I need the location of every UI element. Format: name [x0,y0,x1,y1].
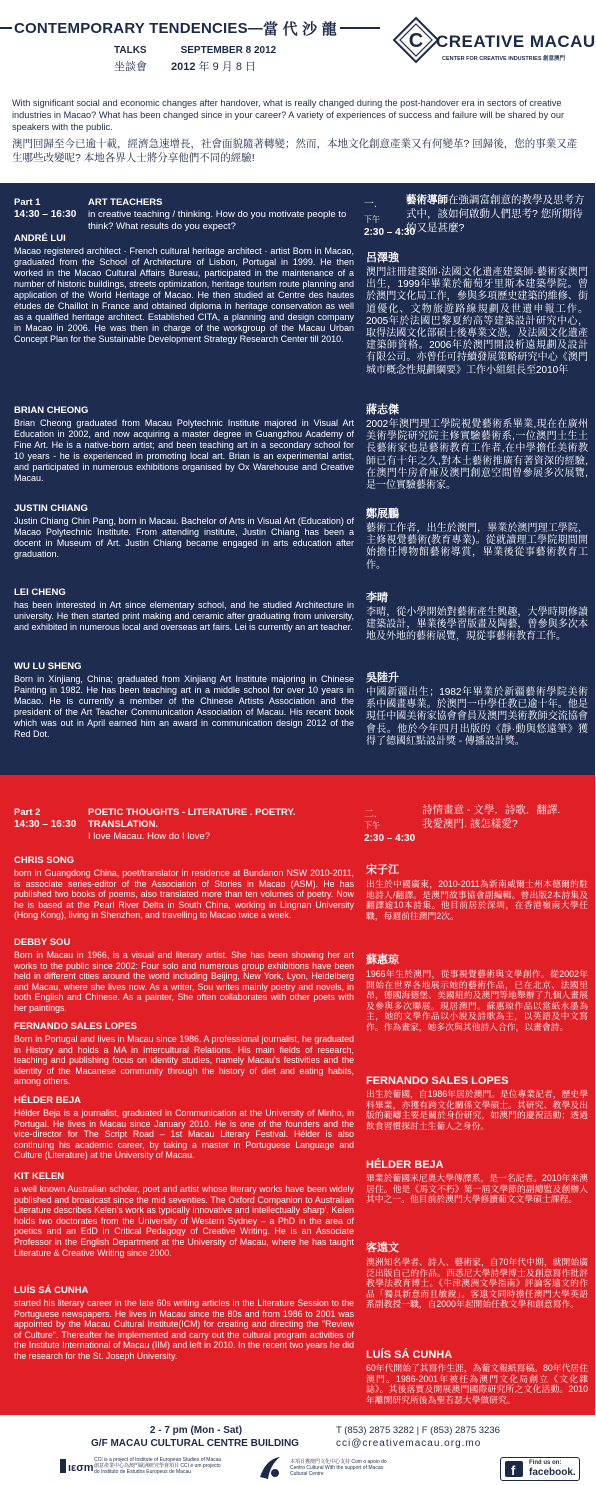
talks-date: SEPTEMBER 8 2012 [180,45,277,56]
part1-time: 14:30 – 16:30 [14,209,77,220]
speaker-bio-en [14,1285,354,1362]
speaker-text-cn: 李晴，從小學開始對藝術產生興趣，大學時期修讀建築設計，畢業後學習版畫及陶藝，曾參與多次本地及外地的藝術展覽，現從事藝術教育工作。 [366,607,588,643]
speaker-bio-cn [366,249,588,377]
speaker-bio-cn [366,505,588,572]
speaker-bio-en [14,405,354,484]
facebook-find-us: Find us on: [529,1460,562,1466]
part1-label: Part 1 [14,197,41,208]
talks-row [114,45,276,56]
speaker-name: LEI CHENG [14,587,66,598]
part1-cn-heading [406,193,588,235]
facebook-icon [505,1461,523,1477]
speaker-bio-cn [366,1159,588,1205]
speaker-name: HÉLDER BEJA [14,1095,82,1106]
speaker-name: DEBBY SOU [14,937,71,948]
part1-question: in creative teaching / thinking. How do you motivate people to think? What results do you expect? [88,209,347,232]
svg-text:C: C [408,30,424,52]
event-title [0,16,380,40]
speaker-text: Justin Chiang Chin Pang, born in Macau. Bachelor of Arts in Visual Art (Education) of Macao Polytechnic Institute. From attending institute, Justin Chiang has been a docent in Museum of Art. Justin Chiang became engaged in arts education after graduation. [14,516,354,559]
speaker-text: Born in Xinjiang, China; graduated from Xinjiang Art Institute majoring in Chinese Painting in 1982. He has been teaching art in a middle school for over 10 years in Macao. He is currently a member of the Chinese Artists Association and the president of the Art Teacher Communication Association of Macau. His recent book which was out in April earned him an award in communication design 2012 of the Red Dot. [14,674,354,739]
cultural-centre-logo-text: 本項目獲澳門文化中心支持 Com o apoio do Centro Cultural With the support of Macao Cultural Centre [290,1459,387,1477]
speaker-text-cn: 藝術工作者，出生於澳門，畢業於澳門理工學院，主修視覺藝術(教育專業)。從就讀理工學院期間開始擔任博物館藝術導賞，畢業後從事藝術教育工作。 [366,523,588,571]
speaker-text-cn: 60年代開始了其寫作生涯，為葡文報紙寫稿。80年代居住澳門。1986-2001年被任為澳門文化局創立《文化雜誌》。其後落實及開展澳門國際研究所之文化活動。2010年離開研究所後為聖若瑟大學做研究。 [366,1363,588,1405]
part1-section [0,183,595,775]
speaker-bio-en [14,937,354,1014]
speaker-text: Hélder Beja is a journalist, graduated in Communication at the University of Minho, in Portugal. He lives in Macau since January 2010. He is one of the founders and the vice-director for The Script Road – 1st Macau Literary Festival. Hélder is also continuing his academic career, by taking a master in Portuguese Language and Culture (Literature) at the University of Macau. [14,1108,354,1161]
speaker-name: BRIAN CHEONG [14,405,89,416]
speaker-name-cn: 蔣志傑 [366,404,399,416]
speaker-bio-cn [366,861,588,921]
speaker-bio-cn [366,669,588,748]
part1-cn-afternoon: 下午 [364,215,380,224]
svg-text:ιεσm: ιεσm [68,1462,94,1474]
part2-question: I love Macau. How do I love? [88,831,210,842]
iesm-logo-icon [60,1457,94,1475]
speaker-bio-en [14,1171,354,1258]
speaker-text-cn: 澳洲知名學者、詩人、藝術家，自70年代中期，就開始廣泛出版自己的作品。西悉尼大學詩學博士及創意寫作批評教學法教育博士。《牛津澳洲文學指南》評論客遠文的作品「獨具新意而且敏銳」。客遠文同時擔任澳門大學英語系副教授一職，自2000年起開始任教文學和創意寫作。 [366,1257,588,1310]
part1-cn-title: 藝術導師 [406,194,448,206]
part2-cn-afternoon: 下午 [364,821,380,830]
part2-cn-time: 2:30 – 4:30 [364,833,416,844]
part1-cn-question: 在強調富創意的教學及思考方式中，該如何啟動人們思考? 您所期待的又是甚麼? [406,194,585,234]
speaker-name: WU LU SHENG [14,661,82,672]
iesm-logo-text: CCI is a project of Institute of European Studies of Macau 創意產業中心為澳門歐洲研究學會項目 CCI é um projecto do Instituto de Estudos Europeus de Macau [94,1457,222,1475]
speaker-name-cn: 鄭展鵬 [366,508,399,520]
speaker-text: has been interested in Art since elementary school, and he studied Architecture in university. He then started print making and ceramic after graduating from university, and exhibited in numerous local and overseas art fairs. Lei is currently an art teacher. [14,600,354,632]
speaker-bio-en [14,855,354,921]
speaker-bio-cn [366,1075,588,1131]
speaker-text: Born in Macau in 1966, is a visual and literary artist. She has been showing her art works to the public since 2002: Four solo and numerous group exhibitions have been held in different cities around the world including Beijing, New York, Lyon, Heidelberg and Macau, where she lives now. As a writer, Sou writes mainly poetry and novels, in both English and Chinese. As a painter, She often collaborates with other poets with her paintings. [14,950,354,1013]
speaker-text: Brian Cheong graduated from Macau Polytechnic Institute majored in Visual Art Education in 2002, and now acquiring a master degree in Guangzhou Academy of Fine Art. He is a native-born artist; and been teaching art in a secondary school for 10 years - he is experienced in promoting local art. Brian is an experimental artist, and participated in numerous exhibitions organised by Ox Warehouse and Creative Macau. [14,418,354,483]
speaker-bio-cn [366,401,588,492]
speaker-name-cn: 李晴 [366,592,388,604]
speaker-name: ANDRÉ LUI [14,233,66,244]
speaker-name-cn: LUÍS SÁ CUNHA [366,1349,453,1361]
speaker-name-cn: 吳陸升 [366,672,399,684]
speaker-text-cn: 中國新疆出生；1982年畢業於新疆藝術學院美術系中國畫專業。於澳門一中學任教已逾十年。他是現任中國美術家協會會員及澳門美術教師交流協會會長。他於今年四月出版的《靜·動與悠遠筆》獲得了德國紅點設計獎 - 傳播設計獎。 [366,687,588,747]
part2-section [0,775,595,1415]
speaker-name-cn: HÉLDER BEJA [366,1159,444,1171]
speaker-name-cn: 客遠文 [366,1242,399,1254]
speaker-text-cn: 出生於葡國，自1986年居於澳門。是位專業記者，歷史學科畢業，亦獲有跨文化關係文學碩士。其研究、教學及出版的範疇主要是關於身份研究，如澳門的慶祝活動；透過飲食習慣探討土生葡人之身份。 [366,1089,588,1131]
speaker-text: born in Guangdong China, poet/translator in residence at Bundanon NSW 2010-2011, is associate series-editor of the Association of Stories in Macao (ASM). He has published two books of poems, also translated more than ten volumes of poetry. Now he is based at the Pearl River Delta in South China, working in Lingnan University (Hong Kong), living in Shenzhen, and travelling to Macao twice a week. [14,868,354,921]
part1-cn-time: 2:30 – 4:30 [364,227,416,238]
footer [0,1415,595,1485]
facebook-wordmark: facebook. [529,1467,576,1478]
speaker-bio-en [14,1095,354,1161]
header [0,0,595,90]
speaker-name: CHRIS SONG [14,855,75,866]
logo-name: CREATIVE MACAU [436,32,596,51]
title-rule-right [340,27,380,29]
part1-cn-number: 一. [364,199,377,210]
talks-label: TALKS [114,45,147,56]
part2-time: 14:30 – 16:30 [14,819,77,830]
speaker-bio-cn [366,951,588,1033]
speaker-name: JUSTIN CHIANG [14,503,88,514]
part1-title: ART TEACHERS [88,197,163,208]
phone-fax: T (853) 2875 3282 | F (853) 2875 3236 [336,1425,500,1436]
speaker-text-cn: 澳門註冊建築師·法國文化遺產建築師·藝術家澳門出生，1999年畢業於葡萄牙里斯本建築學院。曾於澳門文化局工作，參與多項歷史建築的維修、街道優化、文物旅遊路線規劃及世遺申報工作。2005年於法國巴黎夏約高等建築設計研究中心，取得法國文化部碩士後專業文憑，及法國文化遺產建築師資格。2006年於澳門開設析遠規劃及設計有限公司。亦曾任可持續發展策略研究中心《澳門城市概念性規劃綱要》工作小組組長至2010年 [366,267,588,376]
speaker-bio-cn [366,1349,588,1405]
part2-label: Part 2 [14,807,41,818]
speaker-bio-en [14,587,354,633]
speaker-bio-cn [366,1239,588,1310]
speaker-name: KIT KELEN [14,1171,65,1182]
logo-diamond-icon [392,16,440,64]
speaker-bio-en [14,233,354,345]
speaker-name: FERNANDO SALES LOPES [14,1021,137,1032]
speaker-text-cn: 出生於中國廣東，2010-2011為新南威爾士州本德爾的駐地詩人/翻譯。是澳門故事協會副編輯。曾出版2本詩集及翻譯逾10本詩集。他目前居於深圳，在香港嶺南大學任職，每週前往澳門2次。 [366,879,588,921]
part2-cn-title: 詩情畫意 - 文學．詩歌．翻譯. [422,804,561,816]
speaker-text-cn: 2002年澳門理工學院視覺藝術系畢業,現在在廣州美術學院研究院主修實驗藝術系,一位澳門土生土長藝術家也是藝術教育工作者,在中學擔任美術教師已有十年之久,對本土藝術推廣有著資深的經驗,在澳門牛房倉庫及澳門創意空間曾參展多次展覽,是一位實驗藝術家。 [366,419,588,492]
facebook-badge[interactable] [500,1457,580,1481]
title-en: CONTEMPORARY TENDENCIES [14,19,248,37]
speaker-bio-en [14,661,354,740]
part2-title: POETIC THOUGHTS - LITERATURE . POETRY. TRANSLATION. [88,807,296,830]
speaker-name: LUÍS SÁ CUNHA [14,1285,89,1296]
logo-subtitle: CENTER FOR CREATIVE INDUSTRIES 創意澳門 [442,56,566,62]
title-dash: — [247,19,263,37]
creative-macau-logo [392,16,596,68]
speaker-text-cn: 畢業於葡國米尼奧大學傳譯系，是一名記者。2010年來澳居住。他是《馬文不朽》第一屆文學節的副總監及創辦人其中之一。他目前於澳門大學修讀葡文文學碩士課程。 [366,1173,588,1205]
title-rule-left [0,27,12,29]
speaker-bio-cn [366,589,588,644]
part2-cn-question: 我愛澳門. 該怎樣愛? [422,818,518,830]
intro-chinese: 澳門回歸至今已逾十載，經濟急速增長，社會面貌隨著轉變；然而，本地文化創意產業又有何變革? 回歸後，您的事業又產生哪些改變呢? 本地各界人士將分享他們不同的經驗! [12,138,578,164]
speaker-text: started his literary career in the late 60s writing articles in the Literature Session to the Portuguese newspapers. He lives in Macau since the 80s and from 1986 to 2001 was appointed by the Macau Cultural Institute(ICM) for creating and directing the "Review of Culture". Thereafter he implemented and carry out the cultural program activities of the Institute International of Macau (IIM) and left in 2010. In the recent two years he did the research for the St. Joseph University. [14,1298,354,1361]
speaker-text: Born in Portugal and lives in Macau since 1986. A professional journalist, he graduated in History and holds a MA in Intercultural Relations. His main fields of research, teaching and publishing focus on identity studies, namely Macau's festivities and the identity of the Macanese community through the history of diet and eating habits, among others. [14,1034,354,1087]
speaker-bio-en [14,503,354,560]
talks-cn-row [114,58,256,74]
part2-cn-number: 二. [364,809,377,820]
intro-english: With significant social and economic changes after handover, what is really changed during the post-handover era in sectors of creative industries in Macao? What has been changed since in your career? A variety of experiences of success and failure will be shared by our speakers with the public. [12,98,565,132]
speaker-text: a well known Australian scholar, poet and artist whose literary works have been widely published and broadcast since the mid seventies. The Oxford Companion to Australian Literature describes Kelen's work as typically innovative and intellectually sharp'. Kelen holds two doctorates from the University of Western Sydney – a PhD in the area of poetics and an EdD in Critical Pedagogy of Creative Writing. He is an Associate Professor in the English Department at the University of Macau, where he has taught Literature & Creative Writing since 2000. [14,1184,354,1258]
svg-text:f: f [511,1463,516,1478]
speaker-name-cn: FERNANDO SALES LOPES [366,1075,509,1087]
speaker-bio-en [14,1021,354,1087]
email-link[interactable]: cci@creativemacau.org.mo [336,1438,482,1449]
opening-hours: 2 - 7 pm (Mon - Sat) [149,1425,243,1436]
speaker-name-cn: 蘇惠琼 [366,954,399,966]
part2-cn-heading [422,803,592,831]
title-cn: 當 代 沙 龍 [263,20,337,38]
speaker-text-cn: 1966年生於澳門，從事視覺藝術與文學創作。從2002年開始在世界各地展示她的藝術作品，已在北京、法國里昂，德國海德堡、美國紐約及澳門等地舉辦了九個人畫展及參與多次聯展。現居澳門。蘇惠琼作品以當紙水墨為主，她的文學作品以小說及詩歌為主，以英語及中文寫作。作為畫家，她多次與其他詩人合作，以畫會詩。 [366,969,588,1032]
cultural-centre-logo-icon [258,1455,282,1481]
speaker-name-cn: 呂澤強 [366,252,399,264]
talks-label-cn: 坐談會 [114,61,147,73]
talks-date-cn: 2012 年 9 月 8 日 [171,61,257,73]
speaker-name-cn: 宋子江 [366,864,399,876]
speaker-text: Macao registered architect · French cultural heritage architect · artist Born in Macao, graduated from the School of Architecture of Lisbon, Portugal in 1999. He then worked in the Macao Cultural Affairs Bureau, participated in the maintenance of a number of historic buildings, streets optimization, heritage tourism route planning and application of the World Heritage of Macao. He then studied at Centre des hautes études de Chaillot in France and obtained diploma in heritage conservation as well as a qualified heritage architect. Established CITA, a planning and design company in Macao in 2006. He was then in charge of the workgroup of the Macau Urban Concept Plan for the Sustainable Development Strategy Research Center till 2010. [14,246,354,344]
venue: G/F MACAU CULTURAL CENTRE BUILDING [91,1438,299,1449]
